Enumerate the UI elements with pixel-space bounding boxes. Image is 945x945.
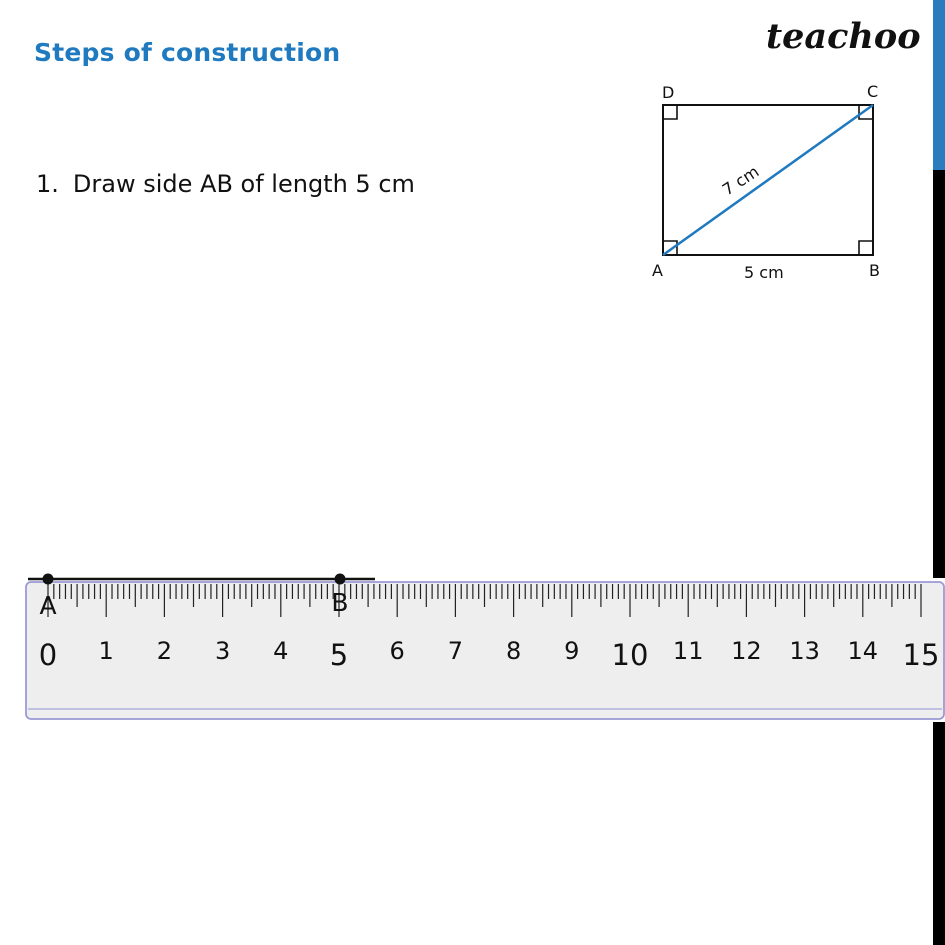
ruler-number: 14 [847, 637, 879, 665]
vertex-label-c: C [867, 82, 879, 101]
ruler-number: 7 [447, 637, 464, 665]
step-number: 1. [36, 170, 59, 198]
ruler-number: 6 [389, 637, 405, 665]
ruler-number: 8 [505, 637, 522, 665]
ruler-number: 4 [273, 637, 289, 665]
diagonal-length-label: 7 cm [718, 161, 763, 200]
point-a [43, 574, 54, 585]
ruler-number: 9 [564, 637, 580, 665]
vertex-label-a: A [652, 261, 663, 280]
point-label-a: A [39, 591, 57, 620]
ruler-number: 15 [902, 638, 940, 672]
ruler-number: 12 [731, 637, 762, 665]
step-text: Draw side AB of length 5 cm [72, 170, 415, 198]
point-label-b: B [331, 588, 349, 617]
side-length-label: 5 cm [744, 263, 784, 282]
ruler-number: 5 [329, 638, 349, 672]
vertex-label-b: B [869, 261, 880, 280]
ruler-number: 1 [98, 637, 114, 665]
ruler-number: 10 [611, 638, 649, 672]
ruler-number: 0 [38, 638, 58, 672]
vertex-label-d: D [662, 83, 675, 102]
teachoo-logo: teachoo [766, 16, 921, 57]
ruler-number: 3 [214, 637, 231, 665]
point-b [335, 574, 346, 585]
ruler-number: 13 [789, 637, 820, 665]
ruler-number: 2 [156, 637, 173, 665]
ruler-number: 11 [672, 637, 704, 665]
page-title: Steps of construction [34, 38, 341, 67]
